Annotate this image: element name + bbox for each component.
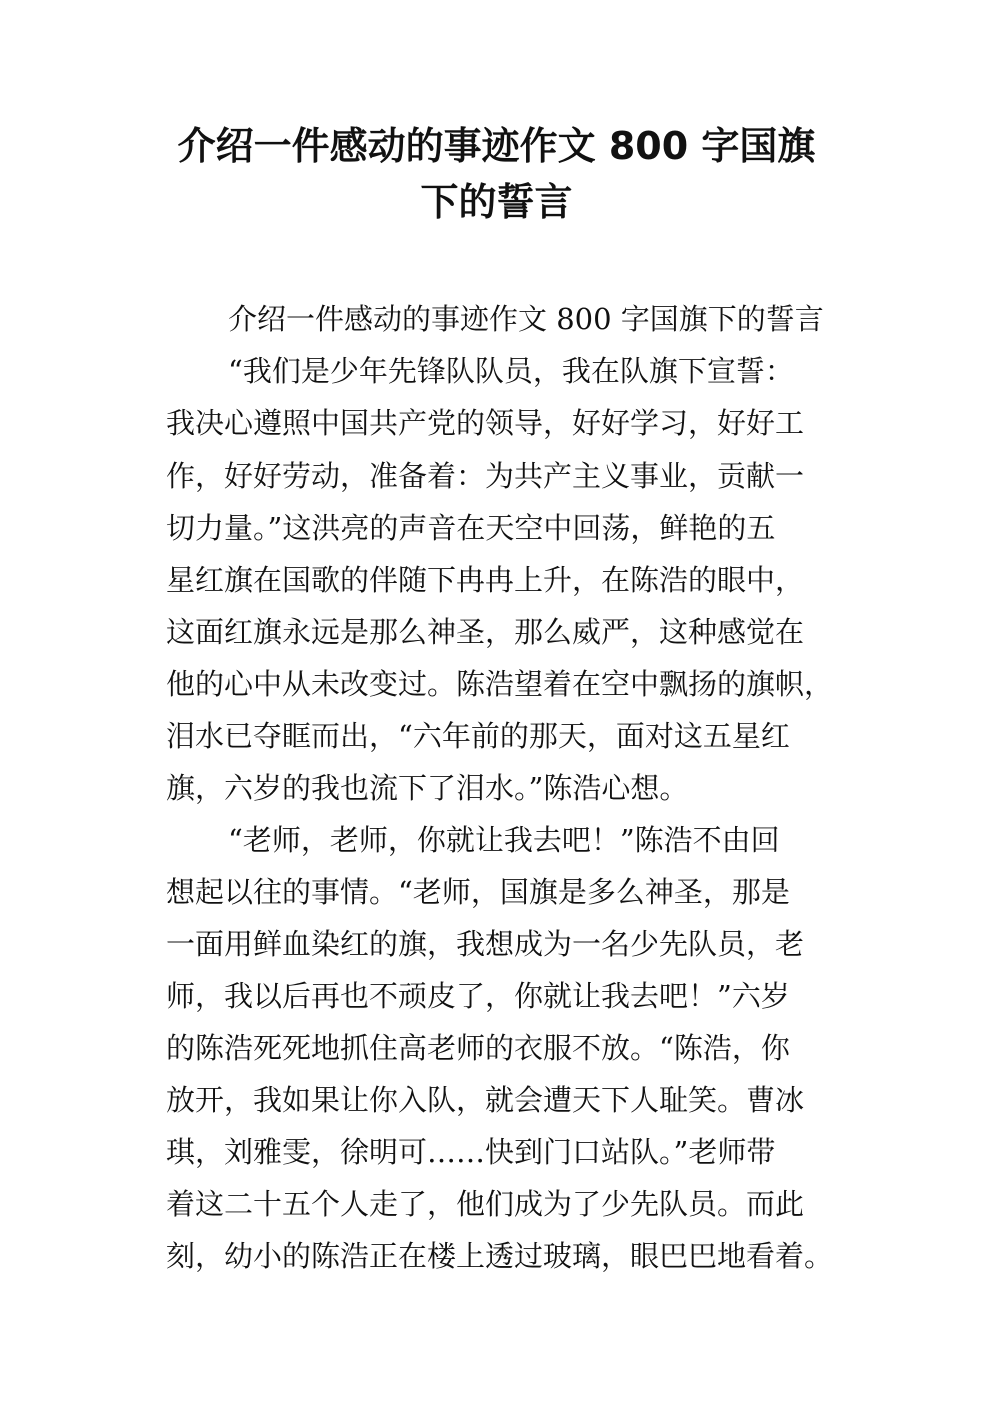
- body-line: 想起以往的事情。“老师，国旗是多么神圣，那是: [166, 875, 790, 909]
- body-line: 他的心中从未改变过。陈浩望着在空中飘扬的旗帜，: [166, 667, 834, 701]
- body-line: 星红旗在国歌的伴随下冉冉上升，在陈浩的眼中，: [166, 563, 805, 597]
- body-line: 介绍一件感动的事迹作文 800 字国旗下的誓言: [228, 302, 824, 336]
- body-line: 作，好好劳动，准备着：为共产主义事业，贡献一: [166, 459, 805, 493]
- body-line: 旗，六岁的我也流下了泪水。”陈浩心想。: [166, 771, 689, 805]
- body-line: 这面红旗永远是那么神圣，那么威严，这种感觉在: [166, 615, 805, 649]
- body-line: 泪水已夺眶而出，“六年前的那天，面对这五星红: [166, 719, 790, 753]
- document-title: [150, 118, 843, 230]
- body-line: 师，我以后再也不顽皮了，你就让我去吧！”六岁: [166, 979, 790, 1013]
- body-line: 一面用鲜血染红的旗，我想成为一名少先队员，老: [166, 927, 805, 961]
- body-line: 放开，我如果让你入队，就会遭天下人耻笑。曹冰: [166, 1083, 805, 1117]
- body-line: 我决心遵照中国共产党的领导，好好学习，好好工: [166, 406, 805, 440]
- body-line: 着这二十五个人走了，他们成为了少先队员。而此: [166, 1187, 805, 1221]
- body-line: 的陈浩死死地抓住高老师的衣服不放。“陈浩，你: [166, 1031, 790, 1065]
- body-line: “老师，老师，你就让我去吧！”陈浩不由回: [228, 823, 780, 857]
- body-line: “我们是少年先锋队队员，我在队旗下宣誓：: [228, 354, 794, 388]
- body-line: 切力量。”这洪亮的声音在天空中回荡，鲜艳的五: [166, 511, 776, 545]
- body-line: 琪，刘雅雯，徐明可……快到门口站队。”老师带: [166, 1135, 776, 1169]
- title-line-1: 介绍一件感动的事迹作文 800 字国旗: [177, 124, 816, 168]
- title-line-2: 下的誓言: [420, 180, 573, 224]
- body-line: 刻，幼小的陈浩正在楼上透过玻璃，眼巴巴地看着。: [166, 1239, 834, 1273]
